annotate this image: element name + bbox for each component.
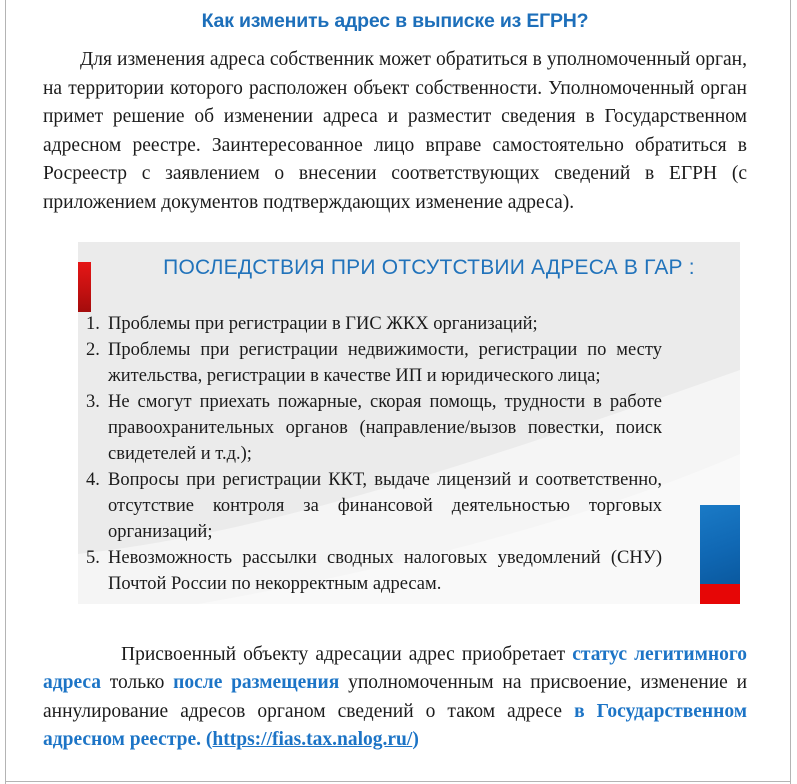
page-border-bottom [5, 781, 791, 782]
flag-red-segment [700, 584, 740, 604]
highlight-legitimate-status: статус легитимного адреса [43, 643, 748, 694]
highlight-state-address-register: в Государственном адресном реестре. [43, 700, 748, 751]
list-item-text: Проблемы при регистрации в ГИС ЖКХ организаций; [108, 313, 538, 334]
list-item [86, 389, 662, 467]
list-item-number: 3. [86, 391, 100, 412]
closing-text: уполномоченным на присвоение, изменение и аннулирование адресов органом сведений о таком адресе [43, 672, 748, 722]
closing-text: Присвоенный объекту адресации адрес приобретает [121, 643, 573, 665]
fias-link[interactable]: https://fias.tax.nalog.ru/ [212, 729, 413, 751]
list-item [86, 467, 662, 545]
consequences-list [86, 311, 662, 597]
red-accent-bar [78, 262, 91, 312]
list-item-number: 5. [86, 547, 100, 568]
list-item-text: Невозможность рассылки сводных налоговых уведомлений (СНУ) Почтой России по некорректным адресам. [108, 547, 662, 594]
list-item-number: 4. [86, 469, 100, 490]
consequences-box [78, 242, 740, 604]
list-item-text: Проблемы при регистрации недвижимости, регистрации по месту жительства, регистрации в качестве ИП и юридического лица; [108, 339, 662, 386]
close-paren: ) [412, 729, 419, 751]
consequences-box-inner [78, 242, 740, 597]
list-item-number: 1. [86, 313, 100, 334]
list-item [86, 311, 662, 337]
page-title: Как изменить адрес в выписке из ЕГРН? [201, 10, 589, 32]
list-item-text: Вопросы при регистрации ККТ, выдаче лицензий и соответственно, отсутствие контроля за финансовой деятельностью торговых организаций; [108, 469, 662, 542]
list-item [86, 545, 662, 597]
closing-text: только [101, 672, 174, 694]
open-paren: ( [205, 729, 213, 751]
flag-blue-segment [700, 505, 740, 584]
list-item-text: Не смогут приехать пожарные, скорая помощь, трудности в работе правоохранительных органов (направление/вызов повестки, поиск свидетелей и т.д.); [108, 391, 662, 464]
list-item-number: 2. [86, 339, 100, 360]
list-item [86, 337, 662, 389]
flag-accent [700, 505, 740, 604]
highlight-after-placement: после размещения [173, 672, 340, 694]
closing-paragraph [43, 641, 747, 755]
intro-paragraph: Для изменения адреса собственник может обратиться в уполномоченный орган, на территории которого расположен объект собственности. Уполномоченный орган примет решение об изменении адреса и разместит сведения в Государственном адресном реестре. Заинтересованное лицо вправе самостоятельно обратиться в Росреестр с заявлением о внесении соответствующих сведений в ЕГРН (с приложением документов подтверждающих изменение адреса). [43, 49, 747, 213]
box-heading: ПОСЛЕДСТВИЯ ПРИ ОТСУТСТВИИ АДРЕСА В ГАР : [163, 255, 695, 279]
